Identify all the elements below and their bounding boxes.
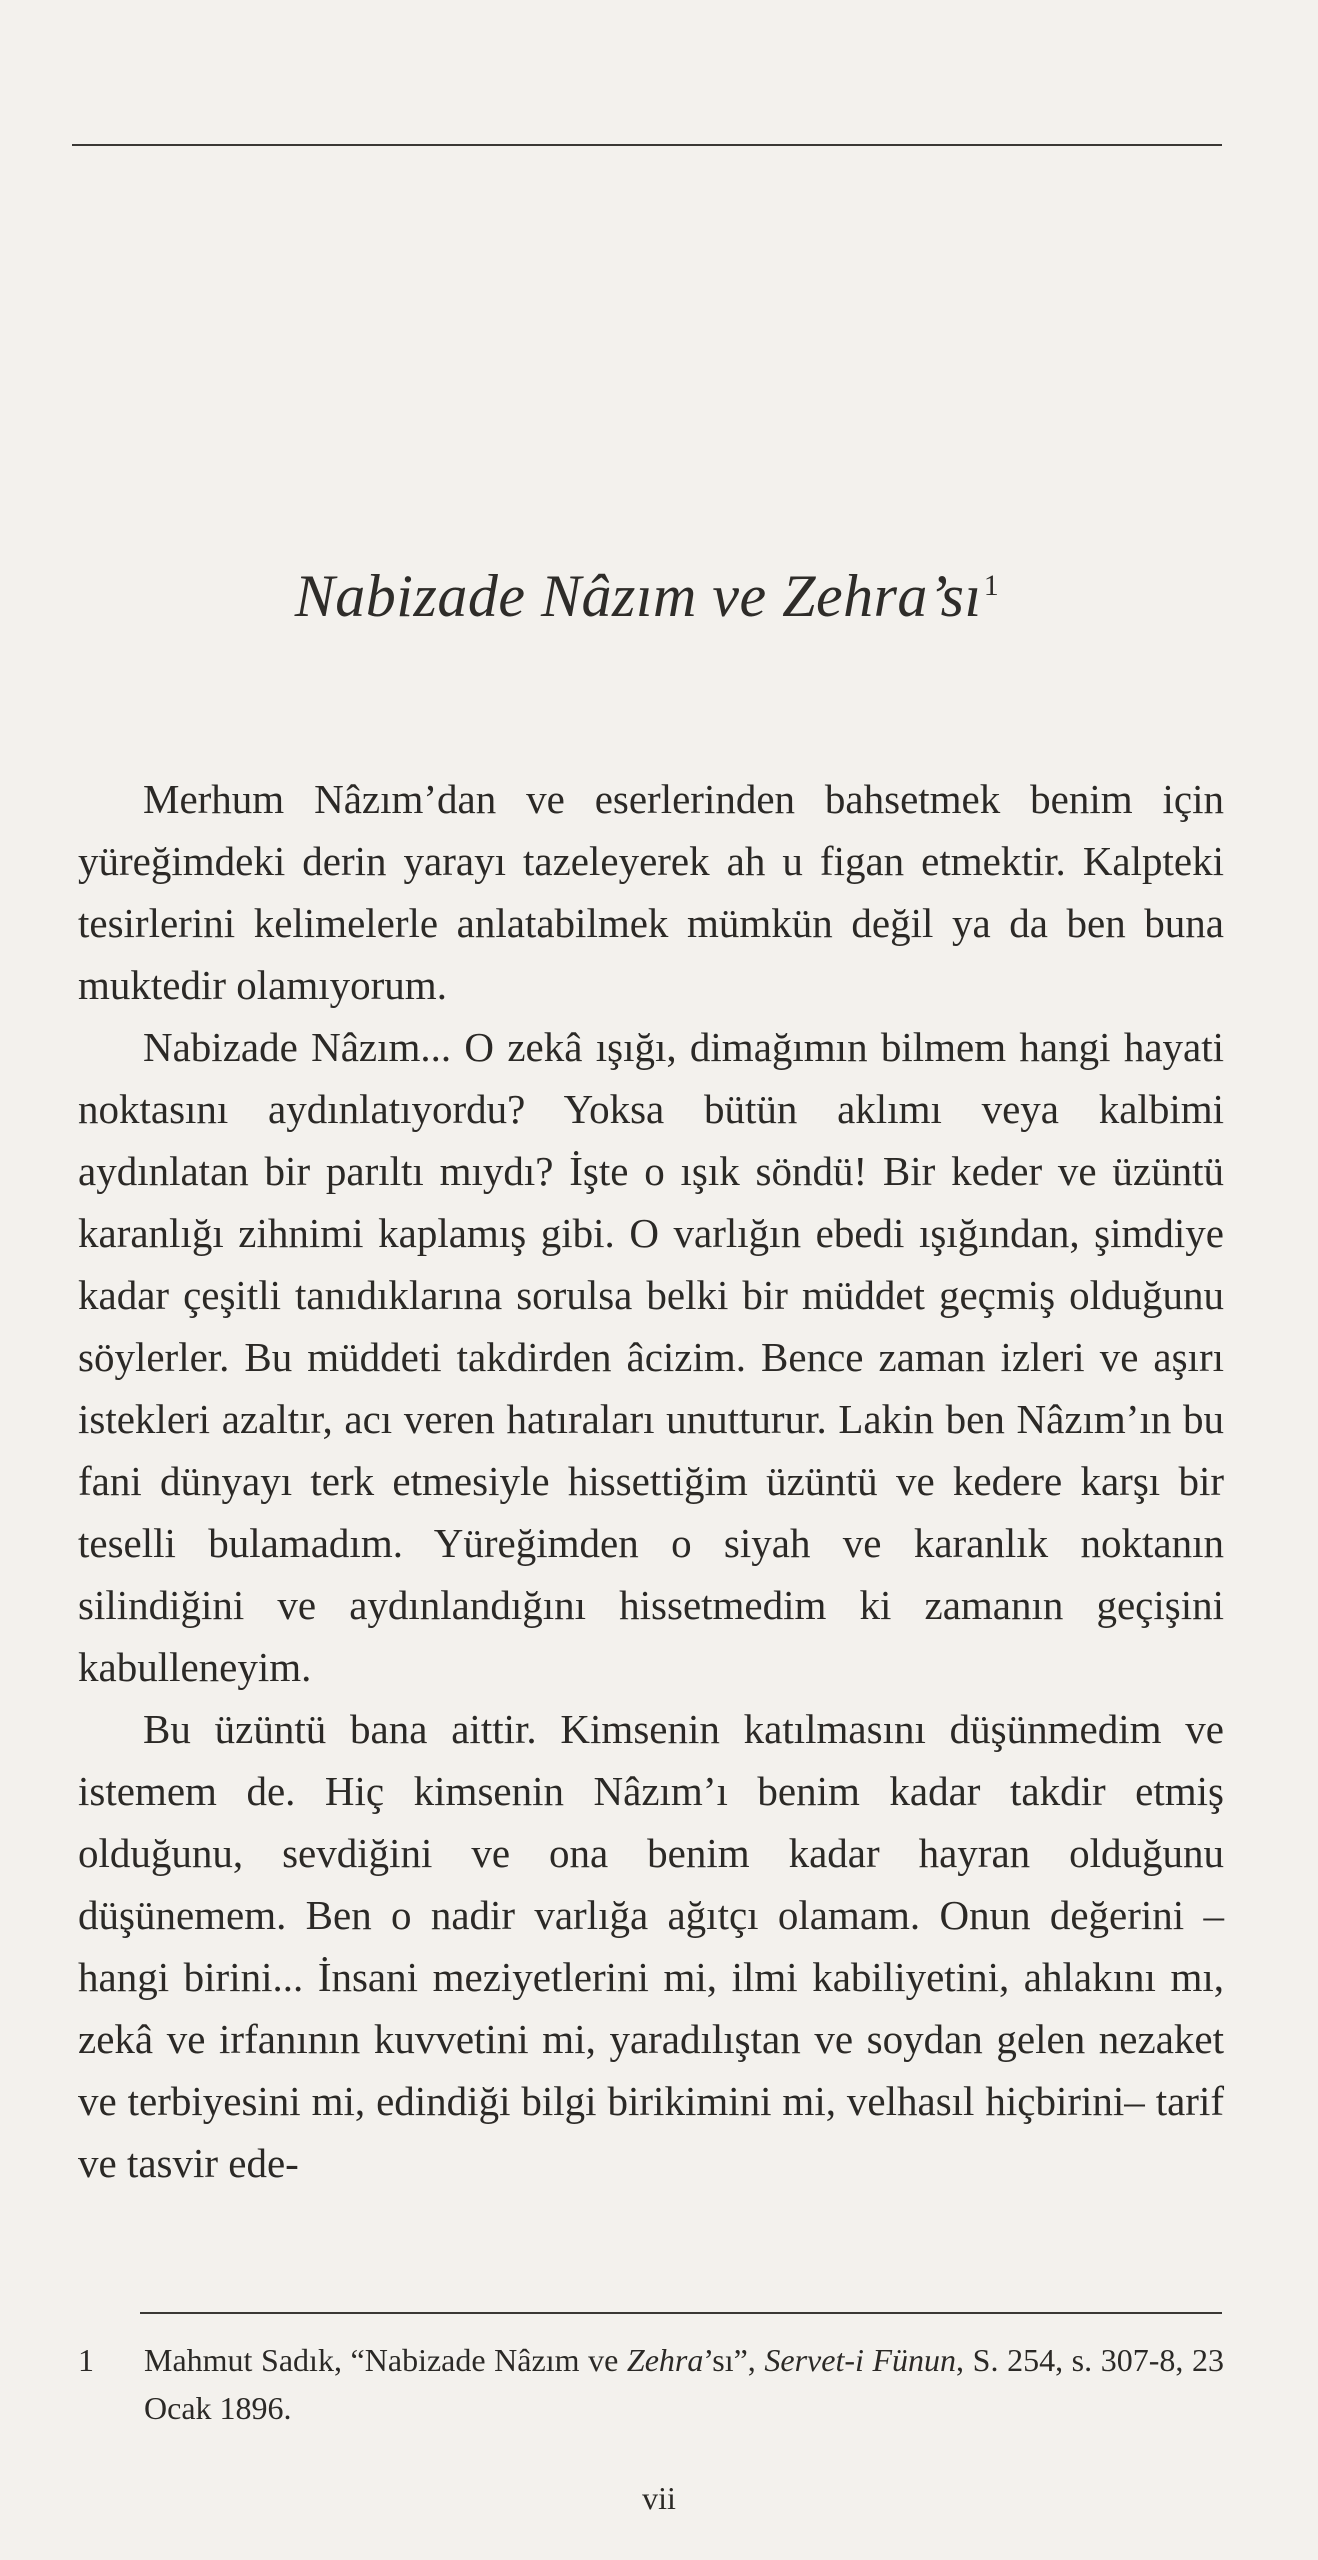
footnote-reference: 1	[983, 569, 1000, 602]
paragraph-3: Bu üzüntü bana aittir. Kimsenin katılmasını düşünmedim ve istemem de. Hiç kimsenin Nâzım’ı benim kadar takdir etmiş olduğunu, sevdiğini ve ona benim kadar hayran olduğunu düşünemem. Ben o nadir varlığa ağıtçı olamam. Onun değerini –hangi birini... İnsani meziyetlerini mi, ilmi kabiliyetini, ahlakını mı, zekâ ve irfanının kuvvetini mi, yaradılıştan ve soydan gelen nezaket ve terbiyesini mi, edindiği bilgi birikimini mi, velhasıl hiçbirini– tarif ve tasvir ede-	[78, 1706, 1224, 2186]
footnote-part-1: Mahmut Sadık, “Nabizade Nâzım ve	[144, 2342, 627, 2378]
header-rule	[72, 144, 1222, 146]
footnote-part-2: ’sı”,	[703, 2342, 765, 2378]
footnote-italic-zehra: Zehra	[626, 2342, 704, 2378]
footnote	[78, 2336, 1224, 2432]
chapter-title	[72, 562, 1222, 631]
footnote-part-3: , S. 254, s. 307-8, 23 Ocak 1896.	[144, 2342, 1224, 2426]
chapter-title-text: Nabizade Nâzım ve Zehra’sı	[294, 563, 982, 629]
page-number: vii	[642, 2480, 676, 2516]
footnote-rule	[140, 2312, 1222, 2314]
footnote-italic-journal: Servet-i Fünun	[764, 2342, 957, 2378]
paragraph-1: Merhum Nâzım’dan ve eserlerinden bahsetmek benim için yüreğimdeki derin yarayı tazeleyerek ah u figan etmektir. Kalpteki tesirlerini kelimelerle anlatabilmek mümkün değil ya da ben buna muktedir olamıyorum.	[78, 776, 1224, 1008]
paragraph-2: Nabizade Nâzım... O zekâ ışığı, dimağımın bilmem hangi hayati noktasını aydınlatıyordu? Yoksa bütün aklımı veya kalbimi aydınlatan bir parıltı mıydı? İşte o ışık söndü! Bir keder ve üzüntü karanlığı zihnimi kaplamış gibi. O varlığın ebedi ışığından, şimdiye kadar çeşitli tanıdıklarına sorulsa belki bir müddet geçmiş olduğunu söylerler. Bu müddeti takdirden âcizim. Bence zaman izleri ve aşırı istekleri azaltır, acı veren hatıraları unutturur. Lakin ben Nâzım’ın bu fani dünyayı terk etmesiyle hissettiğim üzüntü ve kedere karşı bir teselli bulamadım. Yüreğimden o siyah ve karanlık noktanın silindiğini ve aydınlandığını hissetmedim ki zamanın geçişini kabulleneyim.	[78, 1024, 1224, 1690]
footnote-text	[144, 2336, 1224, 2432]
body-text	[78, 768, 1224, 2194]
footnote-number: 1	[78, 2342, 94, 2378]
